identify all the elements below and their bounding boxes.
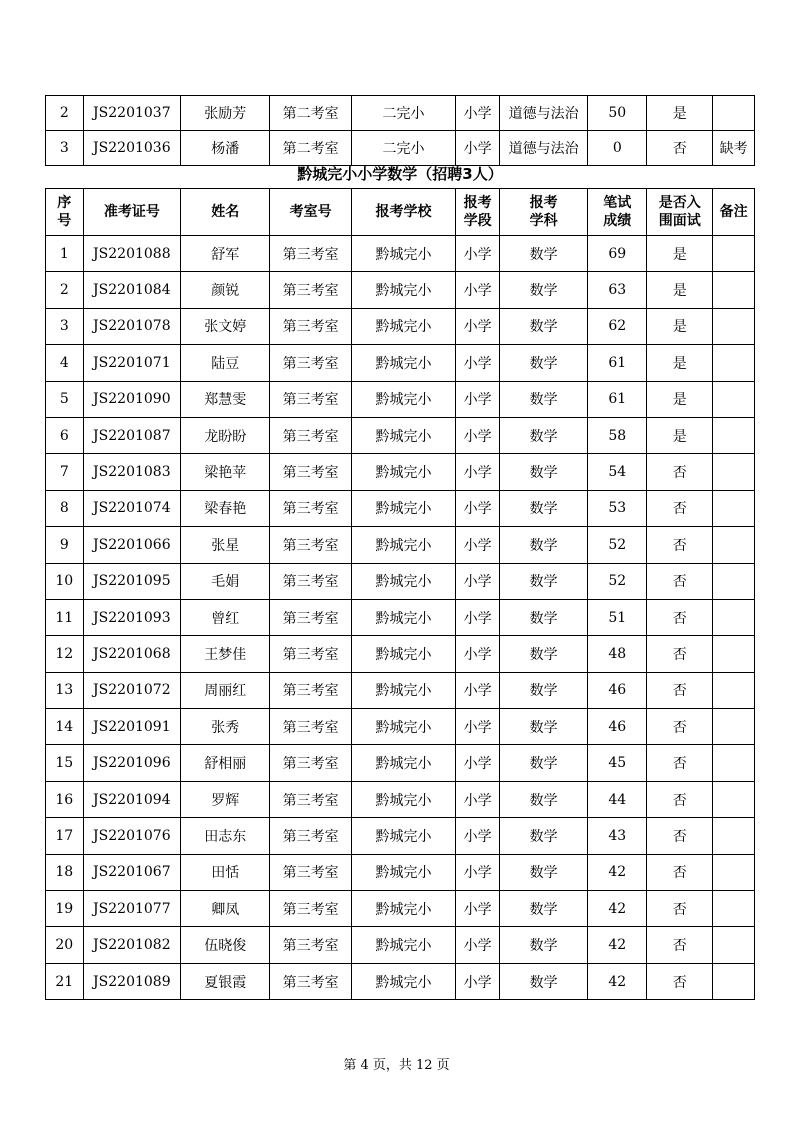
header-score	[588, 189, 647, 236]
cell-room: 第三考室	[270, 236, 351, 272]
cell-score: 52	[588, 563, 647, 599]
cell-exam-id: JS2201036	[83, 131, 181, 166]
cell-interview: 否	[647, 490, 713, 526]
cell-remark	[713, 563, 755, 599]
cell-remark	[713, 636, 755, 672]
cell-subject: 数学	[499, 490, 587, 526]
header-stage-line1: 报考	[463, 195, 492, 211]
cell-stage: 小学	[456, 345, 500, 381]
cell-score: 0	[588, 131, 647, 166]
table-row	[46, 308, 755, 344]
cell-stage: 小学	[456, 599, 500, 635]
cell-seq: 2	[46, 272, 84, 308]
cell-remark	[713, 417, 755, 453]
table-row	[46, 854, 755, 890]
cell-school: 黔城完小	[351, 599, 456, 635]
cell-subject: 数学	[499, 927, 587, 963]
cell-score: 43	[588, 818, 647, 854]
cell-score: 51	[588, 599, 647, 635]
cell-interview: 否	[647, 672, 713, 708]
header-seq-line2: 号	[57, 213, 72, 229]
cell-score: 63	[588, 272, 647, 308]
cell-seq: 20	[46, 927, 84, 963]
cell-room: 第三考室	[270, 345, 351, 381]
cell-subject: 数学	[499, 599, 587, 635]
cell-room: 第三考室	[270, 818, 351, 854]
cell-stage: 小学	[456, 131, 500, 166]
header-room: 考室号	[270, 189, 351, 236]
cell-stage: 小学	[456, 563, 500, 599]
cell-seq: 3	[46, 308, 84, 344]
cell-stage: 小学	[456, 963, 500, 999]
cell-interview: 是	[647, 381, 713, 417]
cell-interview: 否	[647, 854, 713, 890]
cell-room: 第二考室	[270, 96, 351, 131]
cell-name: 杨潘	[181, 131, 270, 166]
cell-score: 42	[588, 963, 647, 999]
cell-remark	[713, 96, 755, 131]
cell-interview: 否	[647, 636, 713, 672]
cell-stage: 小学	[456, 927, 500, 963]
cell-name: 毛娟	[181, 563, 270, 599]
cell-score: 50	[588, 96, 647, 131]
cell-school: 黔城完小	[351, 818, 456, 854]
cell-subject: 数学	[499, 308, 587, 344]
cell-interview: 否	[647, 131, 713, 166]
table-row	[46, 490, 755, 526]
cell-stage: 小学	[456, 417, 500, 453]
cell-interview: 否	[647, 745, 713, 781]
header-exam-id: 准考证号	[83, 189, 181, 236]
cell-seq: 12	[46, 636, 84, 672]
cell-stage: 小学	[456, 854, 500, 890]
header-school: 报考学校	[351, 189, 456, 236]
cell-stage: 小学	[456, 272, 500, 308]
cell-school: 黔城完小	[351, 563, 456, 599]
cell-exam-id: JS2201087	[83, 417, 181, 453]
table-row	[46, 891, 755, 927]
cell-exam-id: JS2201089	[83, 963, 181, 999]
table-row	[46, 781, 755, 817]
table-row	[46, 563, 755, 599]
table-row	[46, 672, 755, 708]
cell-exam-id: JS2201093	[83, 599, 181, 635]
table-row	[46, 381, 755, 417]
table-row	[46, 745, 755, 781]
cell-remark	[713, 308, 755, 344]
section-title: 黔城完小小学数学（招聘3人）	[297, 165, 503, 183]
cell-name: 张励芳	[181, 96, 270, 131]
cell-exam-id: JS2201078	[83, 308, 181, 344]
cell-stage: 小学	[456, 781, 500, 817]
cell-subject: 数学	[499, 381, 587, 417]
table-row	[46, 709, 755, 745]
cell-interview: 是	[647, 272, 713, 308]
cell-name: 张秀	[181, 709, 270, 745]
cell-name: 田志东	[181, 818, 270, 854]
cell-name: 舒军	[181, 236, 270, 272]
cell-exam-id: JS2201066	[83, 527, 181, 563]
cell-score: 69	[588, 236, 647, 272]
cell-stage: 小学	[456, 236, 500, 272]
cell-school: 黔城完小	[351, 345, 456, 381]
cell-score: 53	[588, 490, 647, 526]
cell-exam-id: JS2201068	[83, 636, 181, 672]
cell-name: 张文婷	[181, 308, 270, 344]
cell-interview: 否	[647, 709, 713, 745]
cell-subject: 数学	[499, 709, 587, 745]
cell-remark	[713, 454, 755, 490]
cell-interview: 否	[647, 891, 713, 927]
header-subject	[499, 189, 587, 236]
cell-exam-id: JS2201096	[83, 745, 181, 781]
cell-room: 第三考室	[270, 963, 351, 999]
cell-stage: 小学	[456, 745, 500, 781]
cell-room: 第三考室	[270, 745, 351, 781]
table-row	[46, 599, 755, 635]
header-interview	[647, 189, 713, 236]
cell-stage: 小学	[456, 636, 500, 672]
cell-school: 黔城完小	[351, 417, 456, 453]
cell-name: 王梦佳	[181, 636, 270, 672]
cell-seq: 7	[46, 454, 84, 490]
cell-room: 第三考室	[270, 490, 351, 526]
cell-interview: 否	[647, 781, 713, 817]
cell-school: 黔城完小	[351, 963, 456, 999]
cell-school: 黔城完小	[351, 236, 456, 272]
cell-interview: 否	[647, 527, 713, 563]
cell-exam-id: JS2201083	[83, 454, 181, 490]
header-score-line2: 成绩	[603, 213, 632, 229]
cell-seq: 17	[46, 818, 84, 854]
page-footer: 第 4 页，共 12 页	[343, 1058, 450, 1073]
cell-score: 61	[588, 345, 647, 381]
cell-exam-id: JS2201094	[83, 781, 181, 817]
cell-score: 61	[588, 381, 647, 417]
cell-school: 黔城完小	[351, 709, 456, 745]
cell-stage: 小学	[456, 454, 500, 490]
cell-remark	[713, 963, 755, 999]
cell-seq: 6	[46, 417, 84, 453]
cell-interview: 否	[647, 818, 713, 854]
cell-score: 62	[588, 308, 647, 344]
cell-subject: 数学	[499, 891, 587, 927]
cell-subject: 数学	[499, 854, 587, 890]
cell-seq: 1	[46, 236, 84, 272]
cell-stage: 小学	[456, 490, 500, 526]
header-seq	[46, 189, 84, 236]
cell-school: 黔城完小	[351, 636, 456, 672]
cell-stage: 小学	[456, 308, 500, 344]
cell-interview: 是	[647, 417, 713, 453]
cell-subject: 数学	[499, 781, 587, 817]
cell-score: 48	[588, 636, 647, 672]
table-row	[46, 636, 755, 672]
cell-subject: 数学	[499, 963, 587, 999]
cell-name: 卿凤	[181, 891, 270, 927]
cell-remark: 缺考	[713, 131, 755, 166]
cell-seq: 18	[46, 854, 84, 890]
cell-remark	[713, 891, 755, 927]
cell-stage: 小学	[456, 709, 500, 745]
cell-room: 第三考室	[270, 599, 351, 635]
cell-subject: 数学	[499, 417, 587, 453]
cell-remark	[713, 709, 755, 745]
cell-score: 46	[588, 709, 647, 745]
cell-score: 42	[588, 854, 647, 890]
results-table	[45, 188, 755, 1000]
cell-exam-id: JS2201095	[83, 563, 181, 599]
table-row	[46, 131, 755, 166]
cell-room: 第三考室	[270, 636, 351, 672]
cell-remark	[713, 490, 755, 526]
cell-room: 第三考室	[270, 563, 351, 599]
cell-seq: 9	[46, 527, 84, 563]
cell-stage: 小学	[456, 527, 500, 563]
cell-subject: 数学	[499, 563, 587, 599]
cell-name: 梁春艳	[181, 490, 270, 526]
cell-interview: 否	[647, 599, 713, 635]
cell-room: 第三考室	[270, 927, 351, 963]
cell-score: 52	[588, 527, 647, 563]
cell-school: 二完小	[351, 96, 456, 131]
cell-room: 第三考室	[270, 417, 351, 453]
cell-school: 黔城完小	[351, 891, 456, 927]
cell-room: 第二考室	[270, 131, 351, 166]
cell-remark	[713, 527, 755, 563]
cell-exam-id: JS2201077	[83, 891, 181, 927]
cell-school: 黔城完小	[351, 672, 456, 708]
cell-school: 黔城完小	[351, 927, 456, 963]
cell-remark	[713, 745, 755, 781]
header-score-line1: 笔试	[603, 195, 632, 211]
cell-stage: 小学	[456, 381, 500, 417]
cell-exam-id: JS2201090	[83, 381, 181, 417]
cell-exam-id: JS2201076	[83, 818, 181, 854]
cell-seq: 3	[46, 131, 84, 166]
cell-seq: 15	[46, 745, 84, 781]
cell-school: 黔城完小	[351, 454, 456, 490]
table-row	[46, 417, 755, 453]
table-row	[46, 963, 755, 999]
cell-remark	[713, 927, 755, 963]
results-body	[46, 236, 755, 1000]
table-row	[46, 345, 755, 381]
cell-remark	[713, 236, 755, 272]
cell-interview: 是	[647, 308, 713, 344]
cell-stage: 小学	[456, 891, 500, 927]
table-row	[46, 527, 755, 563]
table-row	[46, 454, 755, 490]
cell-name: 曾红	[181, 599, 270, 635]
header-stage-line2: 学段	[463, 213, 492, 229]
cell-exam-id: JS2201091	[83, 709, 181, 745]
cell-school: 二完小	[351, 131, 456, 166]
cell-name: 周丽红	[181, 672, 270, 708]
header-interview-line2: 围面试	[658, 213, 701, 229]
cell-subject: 数学	[499, 527, 587, 563]
cell-remark	[713, 854, 755, 890]
table-row	[46, 927, 755, 963]
cell-room: 第三考室	[270, 891, 351, 927]
cell-interview: 否	[647, 963, 713, 999]
cell-interview: 是	[647, 96, 713, 131]
cell-name: 颜锐	[181, 272, 270, 308]
cell-name: 舒相丽	[181, 745, 270, 781]
cell-school: 黔城完小	[351, 527, 456, 563]
cell-exam-id: JS2201067	[83, 854, 181, 890]
cell-school: 黔城完小	[351, 381, 456, 417]
cell-name: 陆豆	[181, 345, 270, 381]
cell-exam-id: JS2201084	[83, 272, 181, 308]
cell-room: 第三考室	[270, 672, 351, 708]
cell-subject: 数学	[499, 818, 587, 854]
cell-seq: 19	[46, 891, 84, 927]
cell-room: 第三考室	[270, 308, 351, 344]
cell-room: 第三考室	[270, 854, 351, 890]
cell-remark	[713, 345, 755, 381]
carry-over-table	[45, 95, 755, 166]
cell-subject: 数学	[499, 236, 587, 272]
table-row	[46, 236, 755, 272]
cell-score: 46	[588, 672, 647, 708]
cell-seq: 8	[46, 490, 84, 526]
cell-subject: 道德与法治	[499, 131, 587, 166]
cell-seq: 21	[46, 963, 84, 999]
cell-seq: 13	[46, 672, 84, 708]
cell-seq: 11	[46, 599, 84, 635]
cell-room: 第三考室	[270, 454, 351, 490]
cell-subject: 道德与法治	[499, 96, 587, 131]
header-seq-line1: 序	[57, 195, 72, 211]
cell-interview: 是	[647, 345, 713, 381]
cell-name: 龙盼盼	[181, 417, 270, 453]
table-row	[46, 272, 755, 308]
cell-room: 第三考室	[270, 709, 351, 745]
cell-exam-id: JS2201037	[83, 96, 181, 131]
table-header-row	[46, 189, 755, 236]
cell-school: 黔城完小	[351, 781, 456, 817]
table-row	[46, 818, 755, 854]
cell-school: 黔城完小	[351, 854, 456, 890]
cell-name: 郑慧雯	[181, 381, 270, 417]
header-name: 姓名	[181, 189, 270, 236]
cell-score: 44	[588, 781, 647, 817]
header-subject-line1: 报考	[529, 195, 558, 211]
cell-interview: 否	[647, 563, 713, 599]
cell-seq: 5	[46, 381, 84, 417]
cell-name: 田恬	[181, 854, 270, 890]
cell-name: 罗辉	[181, 781, 270, 817]
cell-school: 黔城完小	[351, 745, 456, 781]
cell-remark	[713, 381, 755, 417]
cell-seq: 2	[46, 96, 84, 131]
header-subject-line2: 学科	[529, 213, 558, 229]
cell-room: 第三考室	[270, 781, 351, 817]
cell-subject: 数学	[499, 272, 587, 308]
cell-remark	[713, 599, 755, 635]
cell-stage: 小学	[456, 96, 500, 131]
cell-subject: 数学	[499, 636, 587, 672]
header-interview-line1: 是否入	[658, 195, 701, 211]
cell-seq: 10	[46, 563, 84, 599]
cell-exam-id: JS2201082	[83, 927, 181, 963]
cell-subject: 数学	[499, 345, 587, 381]
cell-score: 54	[588, 454, 647, 490]
cell-exam-id: JS2201074	[83, 490, 181, 526]
cell-room: 第三考室	[270, 381, 351, 417]
cell-interview: 否	[647, 927, 713, 963]
header-remark: 备注	[713, 189, 755, 236]
cell-school: 黔城完小	[351, 308, 456, 344]
cell-remark	[713, 672, 755, 708]
cell-name: 夏银霞	[181, 963, 270, 999]
carry-over-body	[46, 96, 755, 166]
cell-score: 58	[588, 417, 647, 453]
cell-exam-id: JS2201088	[83, 236, 181, 272]
cell-room: 第三考室	[270, 527, 351, 563]
cell-remark	[713, 781, 755, 817]
cell-remark	[713, 818, 755, 854]
cell-seq: 4	[46, 345, 84, 381]
cell-seq: 16	[46, 781, 84, 817]
cell-interview: 否	[647, 454, 713, 490]
cell-seq: 14	[46, 709, 84, 745]
cell-score: 42	[588, 927, 647, 963]
cell-stage: 小学	[456, 818, 500, 854]
cell-remark	[713, 272, 755, 308]
cell-subject: 数学	[499, 672, 587, 708]
cell-score: 45	[588, 745, 647, 781]
cell-school: 黔城完小	[351, 490, 456, 526]
cell-exam-id: JS2201071	[83, 345, 181, 381]
cell-subject: 数学	[499, 745, 587, 781]
cell-score: 42	[588, 891, 647, 927]
cell-name: 张星	[181, 527, 270, 563]
table-row	[46, 96, 755, 131]
cell-name: 梁艳苹	[181, 454, 270, 490]
cell-room: 第三考室	[270, 272, 351, 308]
header-stage	[456, 189, 500, 236]
cell-subject: 数学	[499, 454, 587, 490]
cell-school: 黔城完小	[351, 272, 456, 308]
cell-stage: 小学	[456, 672, 500, 708]
cell-name: 伍晓俊	[181, 927, 270, 963]
cell-interview: 是	[647, 236, 713, 272]
cell-exam-id: JS2201072	[83, 672, 181, 708]
